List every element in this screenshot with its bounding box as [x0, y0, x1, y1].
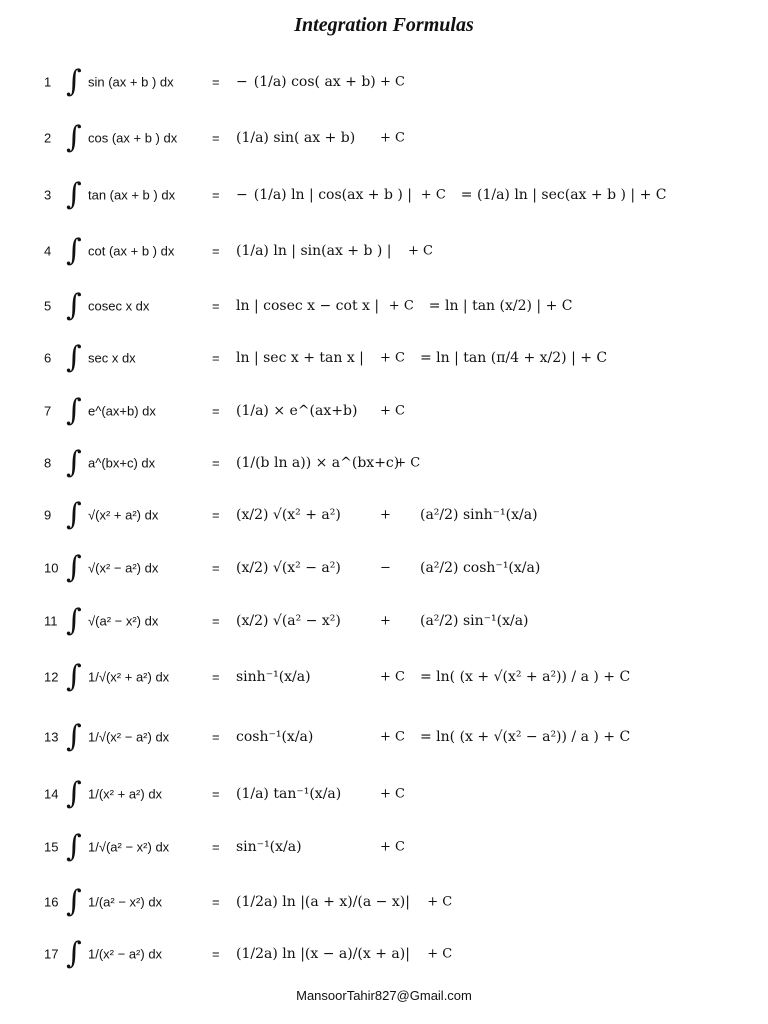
formula-integrand: tan (ax + b ) dx — [88, 187, 176, 203]
result-expression: (1/a) × e^(ax+b) — [236, 403, 358, 419]
formula-integrand: e^(ax+b) dx — [88, 403, 156, 419]
formula-result — [236, 130, 355, 146]
alternate-form: = (1/a) ln | sec(ax + b ) | + C — [460, 187, 667, 203]
constant-term: + C — [420, 187, 446, 203]
formula-number: 13 — [44, 729, 59, 745]
equals-sign: = — [212, 298, 220, 314]
equals-sign: = — [212, 403, 220, 419]
formula-row — [0, 57, 768, 107]
formula-integrand: 1/(a² − x²) dx — [88, 894, 163, 910]
constant-term: + — [380, 613, 391, 629]
alternate-form: = ln( (x + √(x² − a²)) / a ) + C — [420, 729, 631, 745]
formula-result — [236, 507, 341, 523]
formula-number: 4 — [44, 243, 52, 259]
author-email: MansoorTahir827@Gmail.com — [296, 988, 472, 1003]
integral-sign-icon: ∫ — [66, 64, 82, 99]
integral-sign-icon: ∫ — [66, 884, 82, 919]
formula-integrand: 1/(x² − a²) dx — [88, 946, 163, 962]
formula-result — [236, 669, 311, 685]
formula-integrand: √(x² − a²) dx — [88, 560, 159, 576]
result-expression: cosh⁻¹(x/a) — [236, 729, 314, 745]
formula-result — [236, 298, 379, 314]
constant-term: + C — [380, 74, 405, 90]
equals-sign: = — [212, 130, 220, 146]
constant-term: + C — [408, 243, 433, 259]
formula-result — [236, 560, 341, 576]
integral-sign-icon: ∫ — [66, 120, 82, 155]
equals-sign: = — [212, 946, 220, 962]
constant-term: + C — [380, 350, 405, 366]
integral-sign-icon: ∫ — [66, 340, 82, 375]
formula-result — [236, 403, 357, 419]
result-expression: (x/2) √(x² − a²) — [236, 560, 341, 576]
leading-sign: − — [236, 74, 248, 90]
result-expression: (1/a) tan⁻¹(x/a) — [236, 786, 342, 802]
result-expression: sinh⁻¹(x/a) — [236, 669, 311, 685]
formula-integrand: √(a² − x²) dx — [88, 613, 159, 629]
formula-integrand: 1/√(x² + a²) dx — [88, 669, 170, 685]
alternate-form: (a²/2) sinh⁻¹(x/a) — [420, 507, 538, 523]
result-expression: ln | cosec x − cot x | — [236, 298, 380, 314]
formula-row — [0, 877, 768, 927]
result-expression: (1/(b ln a)) × a^(bx+c) — [236, 455, 400, 471]
equals-sign: = — [212, 839, 220, 855]
equals-sign: = — [212, 455, 220, 471]
formula-result — [236, 839, 302, 855]
equals-sign: = — [212, 187, 220, 203]
constant-term: + C — [380, 839, 405, 855]
result-expression: ln | sec x + tan x | — [236, 350, 364, 366]
constant-term: + C — [380, 669, 405, 685]
formula-number: 8 — [44, 455, 52, 471]
integral-sign-icon: ∫ — [66, 445, 82, 480]
formula-integrand: 1/√(x² − a²) dx — [88, 729, 170, 745]
formula-number: 2 — [44, 130, 52, 146]
equals-sign: = — [212, 350, 220, 366]
alternate-form: (a²/2) cosh⁻¹(x/a) — [420, 560, 541, 576]
formula-number: 10 — [44, 560, 59, 576]
formula-integrand: a^(bx+c) dx — [88, 455, 156, 471]
formula-result — [236, 946, 410, 962]
integral-sign-icon: ∫ — [66, 659, 82, 694]
result-expression: (1/a) ln | cos(ax + b ) | — [253, 187, 413, 203]
integral-sign-icon: ∫ — [66, 719, 82, 754]
constant-term: − — [380, 560, 391, 576]
formula-number: 6 — [44, 350, 52, 366]
formula-result — [236, 74, 376, 90]
formula-row — [0, 596, 768, 646]
constant-term: + — [380, 507, 391, 523]
alternate-form: = ln | tan (x/2) | + C — [428, 298, 573, 314]
constant-term: + C — [427, 946, 453, 962]
formula-number: 14 — [44, 786, 59, 802]
alternate-form: (a²/2) sin⁻¹(x/a) — [420, 613, 529, 629]
equals-sign: = — [212, 894, 220, 910]
integral-sign-icon: ∫ — [66, 233, 82, 268]
integral-sign-icon: ∫ — [66, 288, 82, 323]
formula-result — [236, 894, 410, 910]
equals-sign: = — [212, 613, 220, 629]
constant-term: + C — [380, 130, 405, 146]
formula-number: 16 — [44, 894, 59, 910]
formula-row — [0, 113, 768, 163]
formula-result — [236, 613, 341, 629]
formula-result — [236, 455, 399, 471]
equals-sign: = — [212, 560, 220, 576]
leading-sign: − — [236, 187, 248, 203]
formula-row — [0, 438, 768, 488]
integral-sign-icon: ∫ — [66, 829, 82, 864]
formula-row — [0, 929, 768, 979]
equals-sign: = — [212, 243, 220, 259]
alternate-form: = ln | tan (π/4 + x/2) | + C — [420, 350, 608, 366]
formula-number: 11 — [44, 613, 58, 629]
page-title: Integration Formulas — [294, 14, 474, 36]
formula-integrand: sin (ax + b ) dx — [88, 74, 174, 90]
formula-row — [0, 281, 768, 331]
formula-row — [0, 170, 768, 220]
formula-number: 12 — [44, 669, 59, 685]
integral-sign-icon: ∫ — [66, 497, 82, 532]
formula-row — [0, 333, 768, 383]
constant-term: + C — [395, 455, 421, 471]
alternate-form: = ln( (x + √(x² + a²)) / a ) + C — [420, 669, 631, 685]
formula-integrand: cot (ax + b ) dx — [88, 243, 175, 259]
formula-result — [236, 350, 364, 366]
formula-integrand: √(x² + a²) dx — [88, 507, 159, 523]
constant-term: + C — [380, 729, 405, 745]
integral-sign-icon: ∫ — [66, 393, 82, 428]
formula-row — [0, 543, 768, 593]
result-expression: (1/a) ln | sin(ax + b ) | — [236, 243, 392, 259]
formula-number: 17 — [44, 946, 59, 962]
formula-row — [0, 226, 768, 276]
formula-result — [236, 243, 392, 259]
formula-number: 7 — [44, 403, 52, 419]
formula-number: 1 — [44, 74, 52, 90]
formula-row — [0, 386, 768, 436]
integral-sign-icon: ∫ — [66, 550, 82, 585]
integral-sign-icon: ∫ — [66, 776, 82, 811]
formula-result — [236, 786, 341, 802]
formula-row — [0, 769, 768, 819]
formula-row — [0, 652, 768, 702]
constant-term: + C — [427, 894, 453, 910]
result-expression: (x/2) √(a² − x²) — [236, 613, 341, 629]
formula-integrand: cos (ax + b ) dx — [88, 130, 178, 146]
formula-number: 9 — [44, 507, 52, 523]
result-expression: (1/2a) ln |(x − a)/(x + a)| — [236, 946, 410, 962]
result-expression: (1/2a) ln |(a + x)/(a − x)| — [236, 894, 410, 910]
formula-row — [0, 822, 768, 872]
constant-term: + C — [380, 786, 405, 802]
integral-sign-icon: ∫ — [66, 936, 82, 971]
formula-row — [0, 490, 768, 540]
formula-integrand: cosec x dx — [88, 298, 150, 314]
result-expression: (1/a) cos( ax + b) — [253, 74, 376, 90]
formula-integrand: 1/(x² + a²) dx — [88, 786, 163, 802]
result-expression: (1/a) sin( ax + b) — [236, 130, 356, 146]
result-expression: sin⁻¹(x/a) — [236, 839, 302, 855]
formula-result — [236, 729, 313, 745]
equals-sign: = — [212, 507, 220, 523]
equals-sign: = — [212, 729, 220, 745]
equals-sign: = — [212, 786, 220, 802]
integral-sign-icon: ∫ — [66, 603, 82, 638]
equals-sign: = — [212, 669, 220, 685]
formula-integrand: 1/√(a² − x²) dx — [88, 839, 170, 855]
formula-number: 15 — [44, 839, 59, 855]
result-expression: (x/2) √(x² + a²) — [236, 507, 341, 523]
constant-term: + C — [388, 298, 414, 314]
formula-integrand: sec x dx — [88, 350, 136, 366]
formula-number: 5 — [44, 298, 52, 314]
equals-sign: = — [212, 74, 220, 90]
constant-term: + C — [380, 403, 405, 419]
formula-result — [236, 187, 412, 203]
formula-row — [0, 712, 768, 762]
formula-number: 3 — [44, 187, 52, 203]
integral-sign-icon: ∫ — [66, 177, 82, 212]
